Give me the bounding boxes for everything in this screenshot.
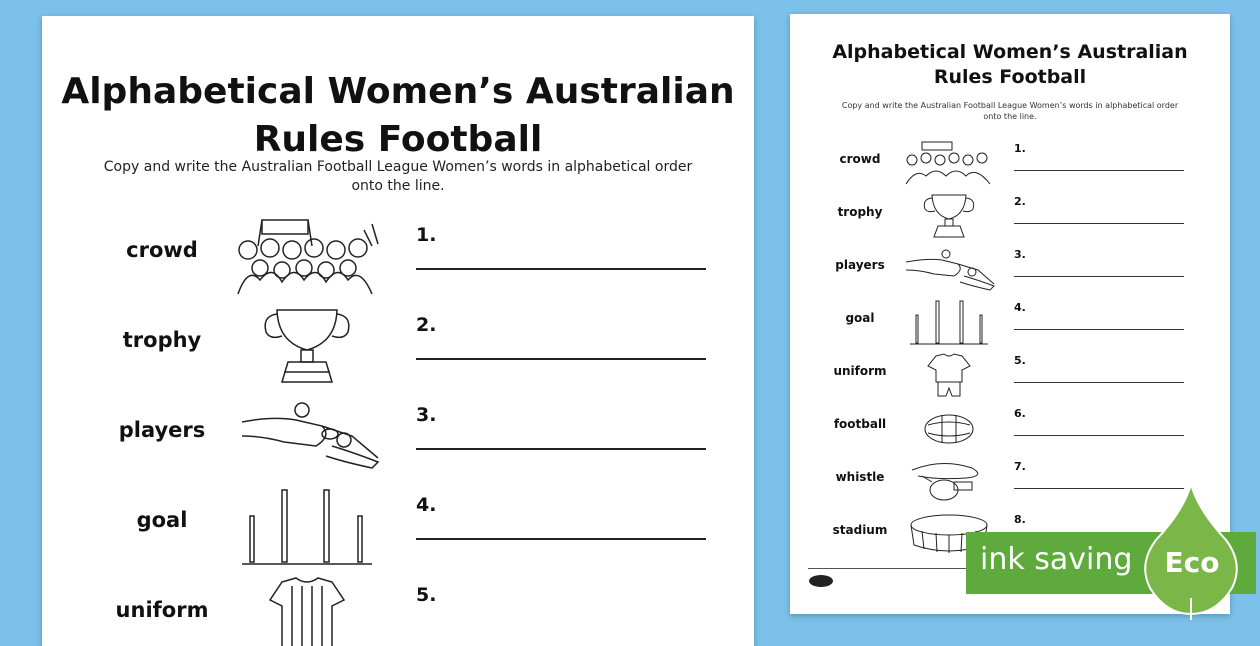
answer-line[interactable]	[1014, 276, 1184, 277]
answer-number: 7.	[1014, 460, 1026, 473]
worksheet-large	[42, 16, 754, 646]
answer-line[interactable]	[416, 538, 706, 540]
word-label: uniform	[115, 598, 209, 622]
answer-number: 5.	[1014, 354, 1026, 367]
answer-line[interactable]	[416, 358, 706, 360]
football-icon	[902, 405, 996, 451]
word-row-uniform	[790, 350, 1230, 402]
word-row-crowd	[790, 138, 1230, 190]
answer-line[interactable]	[1014, 329, 1184, 330]
trophy-icon	[902, 193, 996, 239]
word-label: football	[833, 417, 887, 431]
answer-number: 3.	[1014, 248, 1026, 261]
publisher-logo-icon	[808, 574, 834, 588]
answer-number: 4.	[416, 494, 437, 516]
title-line-2: Rules Football	[933, 66, 1087, 88]
word-label: goal	[845, 311, 875, 325]
whistle-icon	[902, 458, 996, 504]
answer-number: 2.	[416, 314, 437, 336]
crowd-icon	[232, 216, 382, 296]
instructions-line-2: onto the line.	[983, 112, 1037, 121]
title-line-1: Alphabetical Women’s Australian	[832, 41, 1188, 63]
word-label: crowd	[839, 152, 881, 166]
word-label: uniform	[833, 364, 887, 378]
goal-posts-icon	[232, 486, 382, 566]
answer-line[interactable]	[1014, 435, 1184, 436]
word-label: whistle	[835, 470, 885, 484]
word-row-football	[790, 403, 1230, 455]
word-row-crowd	[42, 212, 754, 302]
answer-line[interactable]	[1014, 170, 1184, 171]
answer-number: 2.	[1014, 195, 1026, 208]
word-label: players	[835, 258, 885, 272]
answer-number: 6.	[1014, 407, 1026, 420]
word-row-players	[790, 244, 1230, 296]
uniform-icon	[902, 352, 996, 398]
answer-line[interactable]	[416, 448, 706, 450]
players-icon	[232, 396, 382, 476]
word-row-players	[42, 392, 754, 482]
word-row-trophy	[42, 302, 754, 392]
answer-number: 4.	[1014, 301, 1026, 314]
uniform-icon	[232, 576, 382, 646]
title-line-2: Rules Football	[253, 119, 543, 160]
eco-badge-label: Eco	[1164, 546, 1220, 579]
worksheet-instructions	[790, 100, 1230, 122]
answer-number: 1.	[1014, 142, 1026, 155]
answer-line[interactable]	[416, 268, 706, 270]
word-label: goal	[136, 508, 188, 532]
word-label: stadium	[832, 523, 888, 537]
word-label: players	[118, 418, 206, 442]
worksheet-instructions	[42, 158, 754, 196]
worksheet-title	[790, 40, 1230, 90]
word-label: trophy	[837, 205, 883, 219]
answer-line[interactable]	[1014, 223, 1184, 224]
word-label: crowd	[126, 238, 198, 262]
ink-saving-label: ink saving	[980, 542, 1133, 577]
word-row-trophy	[790, 191, 1230, 243]
players-icon	[902, 246, 996, 292]
answer-line[interactable]	[1014, 382, 1184, 383]
instructions-line-1: Copy and write the Australian Football League Women’s words in alphabetical order	[103, 159, 693, 175]
word-row-goal	[790, 297, 1230, 349]
word-row-uniform	[42, 572, 754, 646]
title-line-1: Alphabetical Women’s Australian	[61, 71, 735, 112]
crowd-icon	[902, 140, 996, 186]
answer-number: 1.	[416, 224, 437, 246]
goal-posts-icon	[902, 299, 996, 345]
instructions-line-2: onto the line.	[351, 178, 445, 194]
answer-number: 8.	[1014, 513, 1026, 526]
instructions-line-1: Copy and write the Australian Football League Women’s words in alphabetical order	[841, 101, 1179, 110]
answer-number: 5.	[416, 584, 437, 606]
word-label: trophy	[122, 328, 202, 352]
word-row-goal	[42, 482, 754, 572]
answer-number: 3.	[416, 404, 437, 426]
trophy-icon	[232, 306, 382, 386]
worksheet-title	[42, 68, 754, 164]
